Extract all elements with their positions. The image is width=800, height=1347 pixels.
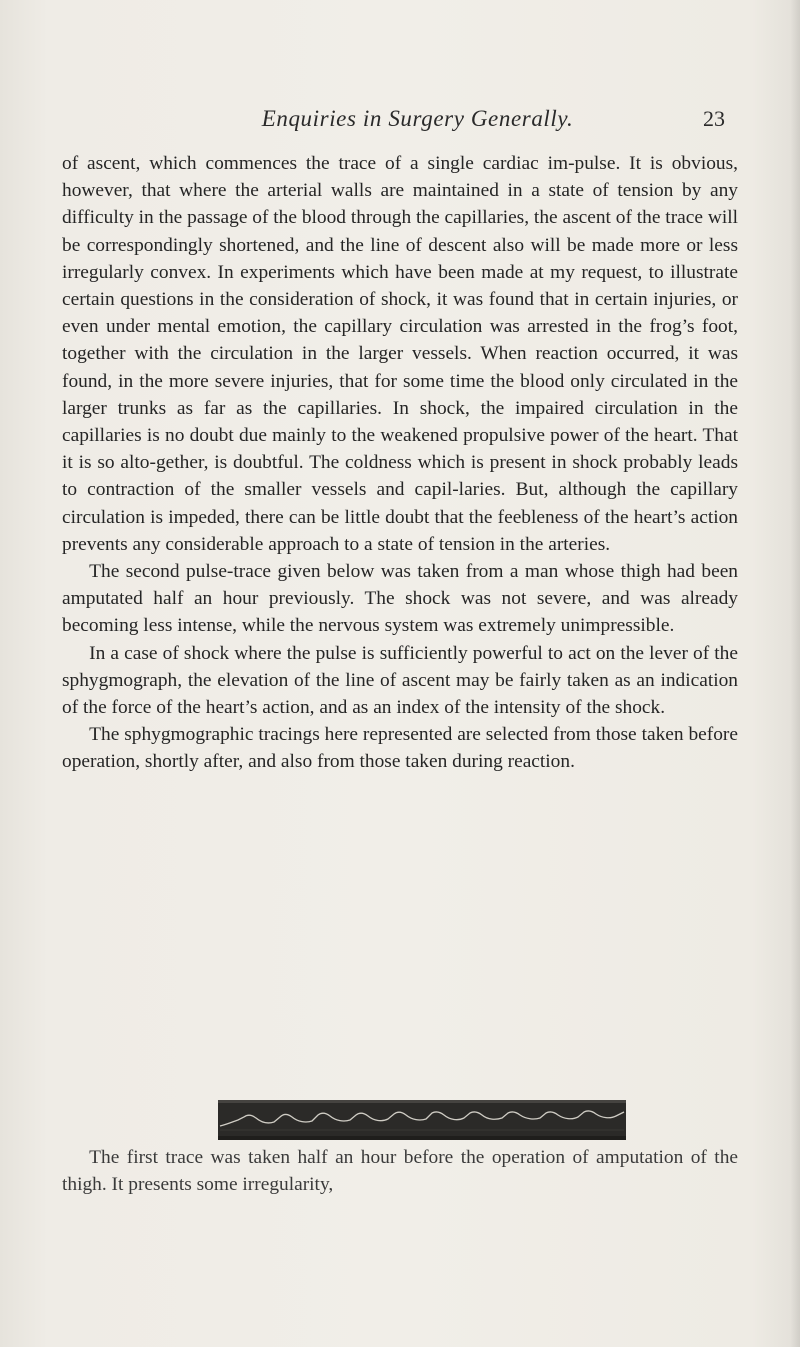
page-number: 23 [703, 106, 725, 131]
paragraph-5: The first trace was taken half an hour before the operation of amputation of the thigh. It presents some irregularity, [62, 1147, 738, 1196]
pulse-trace-figure [218, 1100, 626, 1140]
running-title: Enquiries in Surgery Generally. [261, 106, 574, 131]
body-text [62, 150, 738, 776]
paragraph-4: The sphygmographic tracings here represented are selected from those taken before operation, shortly after, and also from those taken during reaction. [62, 724, 738, 773]
pulse-trace-image [218, 1100, 626, 1140]
paragraph-1: of ascent, which commences the trace of a single cardiac im-pulse. It is obvious, however, that where the arterial walls are maintained in a state of tension by any difficulty in the passage of the blood through the capillaries, the ascent of the trace will be correspondingly shortened, and the line of descent also will be made more or less irregularly convex. In experiments which have been made at my request, to illustrate certain questions in the consideration of shock, it was found that in certain injuries, or even under mental emotion, the capillary circulation was arrested in the frog’s foot, together with the circulation in the larger vessels. When reaction occurred, it was found, in the more severe injuries, that for some time the blood only circulated in the larger trunks as far as the capillaries. In shock, the impaired circulation in the capillaries is no doubt due mainly to the weakened propulsive power of the heart. That it is so alto-gether, is doubtful. The coldness which is present in shock probably leads to contraction of the smaller vessels and capil-laries. But, although the capillary circulation is impeded, there can be little doubt that the feebleness of the heart’s action prevents any considerable approach to a state of tension in the arteries. [62, 153, 738, 555]
paragraph-3: In a case of shock where the pulse is sufficiently powerful to act on the lever of the sphygmograph, the elevation of the line of ascent may be fairly taken as an indication of the force of the heart’s action, and as an index of the intensity of the shock. [62, 642, 738, 719]
paragraph-2: The second pulse-trace given below was taken from a man whose thigh had been amputated half an hour previously. The shock was not severe, and was already becoming less intense, while the nervous system was extremely unimpressible. [62, 561, 738, 637]
page-header [110, 106, 725, 136]
after-figure-text [62, 1144, 738, 1198]
page-edge-shadow [790, 0, 800, 1347]
